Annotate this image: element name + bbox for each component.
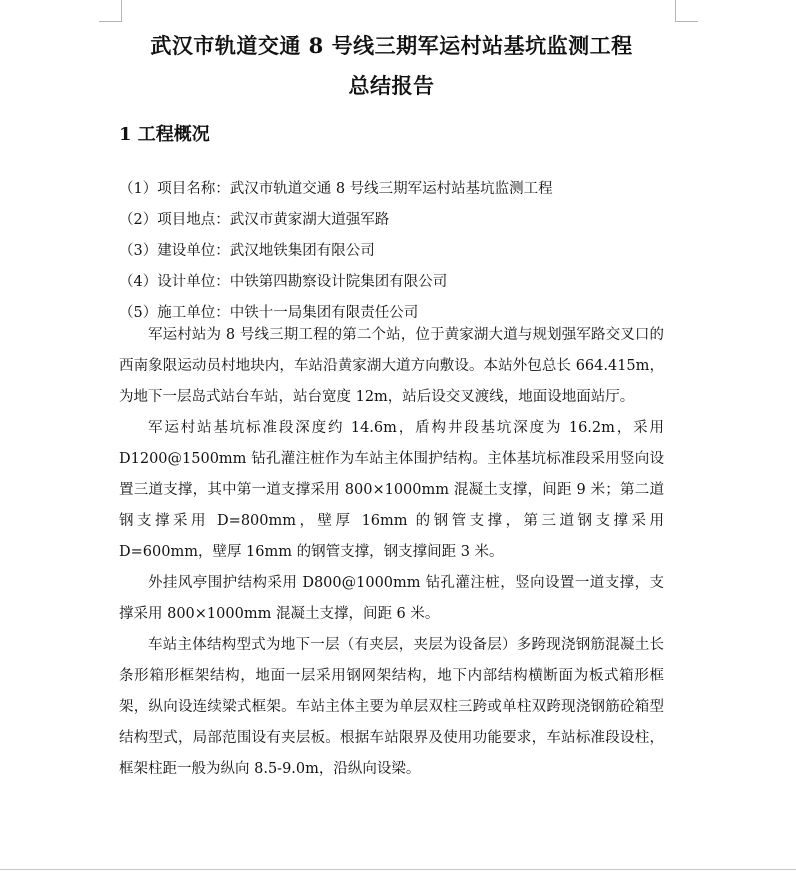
project-info-list [119, 174, 664, 329]
body-text [119, 320, 664, 785]
paragraph-main-structure: 车站主体结构型式为地下一层（有夹层，夹层为设备层）多跨现浇钢筋混凝土长条形箱形框架结构，地面一层采用钢网架结构，地下内部结构横断面为板式箱形框架，纵向设连续梁式框架。车站主体主要为单层双柱三跨或单柱双跨现浇钢筋砼箱型结构型式，局部范围设有夹层板。根据车站限界及使用功能要求，车站标准段设柱，框架柱距一般为纵向 8.5-9.0m，沿纵向设梁。 [119, 637, 664, 777]
page-bottom-edge [0, 869, 796, 870]
document-title-line1: 武汉市轨道交通 8 号线三期军运村站基坑监测工程 [150, 33, 633, 58]
paragraph-pit-support: 军运村站基坑标准段深度约 14.6m，盾构井段基坑深度为 16.2m，采用 D1200@1500mm 钻孔灌注桩作为车站主体围护结构。主体基坑标准段采用竖向设置三道支撑，其中第一道支撑采用 800×1000mm 混凝土支撑，间距 9 米；第二道钢支撑采用 D=800mm，壁厚 16mm 的钢管支撑，第三道钢支撑采用 D=600mm，壁厚 16mm 的钢管支撑，钢支撑间距 3 米。 [119, 420, 664, 560]
info-item-project-name: （1）项目名称：武汉市轨道交通 8 号线三期军运村站基坑监测工程 [119, 181, 553, 197]
crop-mark-right [675, 0, 676, 22]
paragraph-ventilation-pavilion: 外挂风亭围护结构采用 D800@1000mm 钻孔灌注桩，竖向设置一道支撑，支撑采用 800×1000mm 混凝土支撑，间距 6 米。 [119, 575, 664, 622]
crop-mark-left [121, 0, 122, 22]
info-item-owner: （3）建设单位：武汉地铁集团有限公司 [119, 243, 375, 259]
info-item-contractor: （5）施工单位：中铁十一局集团有限责任公司 [119, 305, 419, 321]
paragraph-station-overview: 军运村站为 8 号线三期工程的第二个站，位于黄家湖大道与规划强军路交叉口的西南象限运动员村地块内，车站沿黄家湖大道方向敷设。本站外包总长 664.415m，为地下一层岛式站台车站，站台宽度 12m，站后设交叉渡线，地面设地面站厅。 [119, 327, 664, 405]
crop-mark-left-horizontal [99, 21, 122, 22]
info-item-project-location: （2）项目地点：武汉市黄家湖大道强军路 [119, 212, 390, 228]
document-title-line2: 总结报告 [348, 73, 435, 98]
info-item-designer: （4）设计单位：中铁第四勘察设计院集团有限公司 [119, 274, 448, 290]
document-page [119, 26, 664, 777]
section-heading: 1 工程概况 [119, 124, 210, 145]
crop-mark-right-horizontal [675, 21, 698, 22]
